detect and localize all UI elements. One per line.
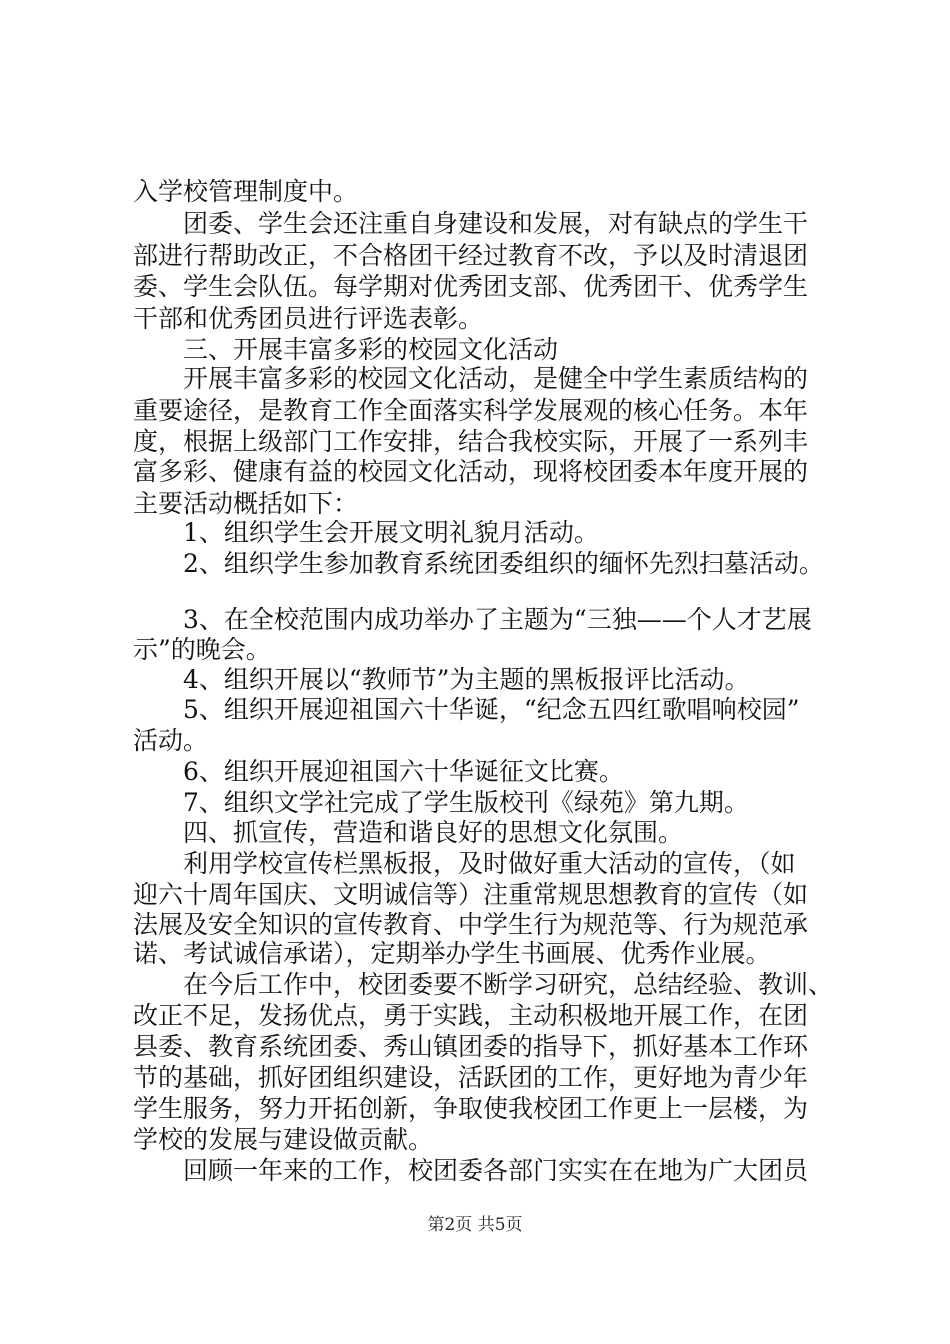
text-line: 改正不足，发扬优点，勇于实践，主动积极地开展工作，在团 bbox=[133, 1001, 809, 1030]
text-line: 团委、学生会还注重自身建设和发展，对有缺点的学生干 bbox=[183, 209, 809, 238]
text-line: 学校的发展与建设做贡献。 bbox=[133, 1125, 434, 1154]
list-item: 7、组织文学社完成了学生版校刊《绿苑》第九期。 bbox=[183, 788, 749, 817]
text-line: 回顾一年来的工作，校团委各部门实实在在地为广大团员 bbox=[183, 1156, 809, 1185]
text-line: 迎六十周年国庆、文明诚信等）注重常规思想教育的宣传（如 bbox=[133, 880, 809, 909]
list-item: 3、在全校范围内成功举办了主题为“三独——个人才艺展 bbox=[183, 605, 812, 634]
list-item: 2、组织学生参加教育系统团委组织的缅怀先烈扫墓活动。 bbox=[183, 549, 824, 578]
text-line: 主要活动概括如下： bbox=[133, 489, 359, 518]
text-line: 富多彩、健康有益的校园文化活动，现将校团委本年度开展的 bbox=[133, 457, 809, 486]
text-line: 在今后工作中，校团委要不断学习研究，总结经验、教训、 bbox=[183, 970, 834, 999]
section-heading: 四、抓宣传，营造和谐良好的思想文化氛围。 bbox=[183, 818, 684, 847]
text-line: 干部和优秀团员进行评选表彰。 bbox=[133, 304, 484, 333]
text-line: 诺、考试诚信承诺），定期举办学生书画展、优秀作业展。 bbox=[133, 939, 771, 968]
text-line: 县委、教育系统团委、秀山镇团委的指导下，抓好基本工作环 bbox=[133, 1032, 809, 1061]
page-footer bbox=[0, 1213, 950, 1237]
text-line: 开展丰富多彩的校园文化活动，是健全中学生素质结构的 bbox=[183, 364, 809, 393]
text-line: 重要途径，是教育工作全面落实科学发展观的核心任务。本年 bbox=[133, 396, 809, 425]
list-item: 4、组织开展以“教师节”为主题的黑板报评比活动。 bbox=[183, 665, 750, 694]
list-item-continuation: 活动。 bbox=[133, 726, 209, 755]
list-item-continuation: 示”的晚会。 bbox=[133, 635, 271, 664]
text-line: 度，根据上级部门工作安排，结合我校实际，开展了一系列丰 bbox=[133, 427, 809, 456]
list-item: 1、组织学生会开展文明礼貌月活动。 bbox=[183, 518, 599, 547]
section-heading: 三、开展丰富多彩的校园文化活动 bbox=[183, 335, 559, 364]
page-number: 第2页 共5页 bbox=[427, 1215, 523, 1235]
text-line: 学生服务，努力开拓创新，争取使我校团工作更上一层楼，为 bbox=[133, 1094, 809, 1123]
text-line: 入学校管理制度中。 bbox=[133, 177, 359, 206]
text-line: 部进行帮助改正，不合格团干经过教育不改，予以及时清退团 bbox=[133, 241, 809, 270]
text-line: 利用学校宣传栏黑板报，及时做好重大活动的宣传，（如 bbox=[183, 849, 796, 878]
list-item: 5、组织开展迎祖国六十华诞，“纪念五四红歌唱响校园” bbox=[183, 695, 800, 724]
text-line: 委、学生会队伍。每学期对优秀团支部、优秀团干、优秀学生 bbox=[133, 272, 809, 301]
text-line: 法展及安全知识的宣传教育、中学生行为规范等、行为规范承 bbox=[133, 910, 809, 939]
text-line: 节的基础，抓好团组织建设，活跃团的工作，更好地为青少年 bbox=[133, 1063, 809, 1092]
list-item: 6、组织开展迎祖国六十华诞征文比赛。 bbox=[183, 757, 624, 786]
